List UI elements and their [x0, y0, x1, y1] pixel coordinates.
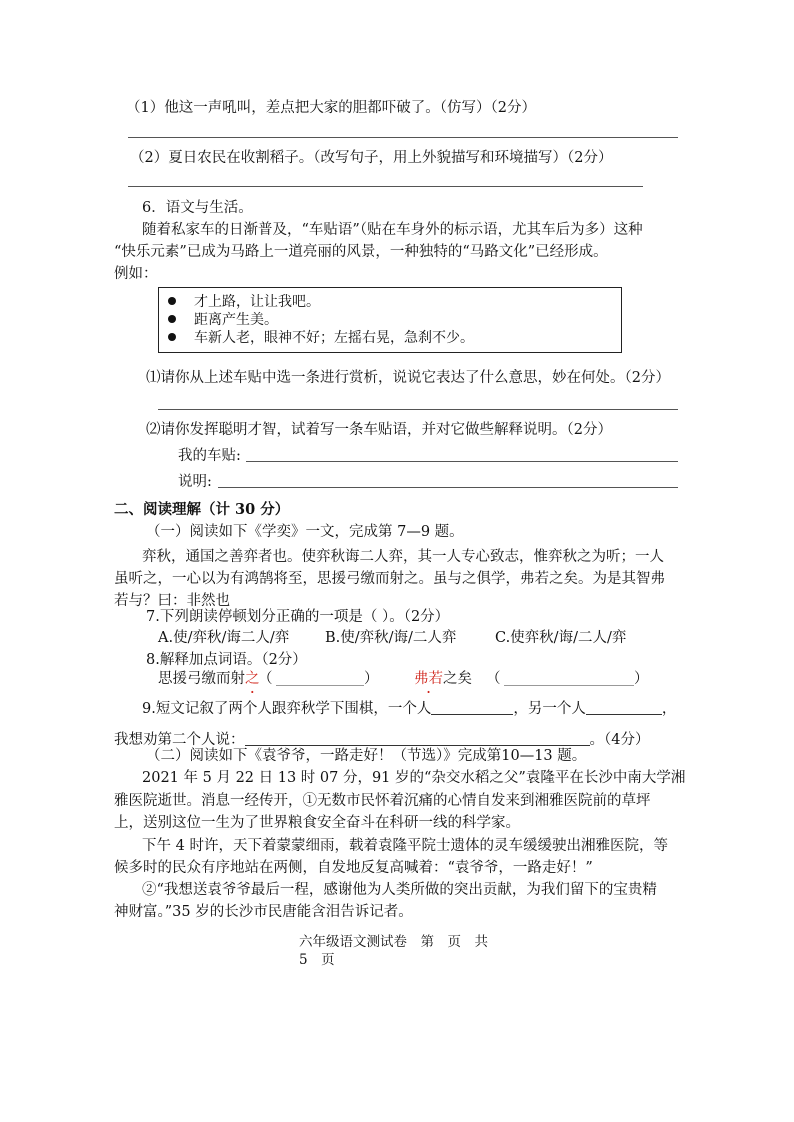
q9-blank-2[interactable]	[586, 698, 662, 715]
q8-item1-blank[interactable]	[276, 685, 364, 686]
q8-item1-text: 思援弓缴而射之	[158, 671, 260, 687]
my-sticker-label: 我的车贴:	[178, 448, 241, 464]
reading1-instruction: （一）阅读如下《学奕》一文，完成第 7—9 题。	[146, 524, 464, 540]
answer-line[interactable]	[128, 137, 678, 138]
q9-blank-3[interactable]	[245, 729, 590, 746]
my-sticker-answer-line[interactable]	[246, 461, 678, 462]
news-text-line4: 下午 4 时许，天下着蒙蒙细雨，载着袁隆平院士遗体的灵车缓缓驶出湘雅医院，等	[142, 838, 668, 854]
q8-item1-paren-close: ）	[364, 671, 379, 687]
classical-text-line3: 若与？曰：非然也	[114, 593, 230, 609]
q8-item2-paren-close: ）	[634, 671, 649, 687]
news-text-line7: 神财富。”35 岁的长沙市民唐能含泪告诉记者。	[114, 904, 413, 920]
reading2-instruction: （二）阅读如下《袁爷爷，一路走好！（节选）》完成第10—13 题。	[146, 748, 587, 764]
q6-1-prompt: ⑴请你从上述车贴中选一条进行赏析，说说它表达了什么意思，妙在何处。（2分）	[146, 370, 670, 386]
q7-option-c[interactable]: C.使弈秋/诲/二人/弈	[495, 630, 627, 646]
section2-heading: 二、阅读理解（计 30 分）	[114, 501, 290, 518]
q9-line1: 9.短文记叙了两个人跟弈秋学下围棋，一个人 ，另一个人 ，	[142, 698, 676, 719]
q8-item2-paren-open: （	[486, 671, 501, 687]
footer-total-pages: 5 页	[299, 952, 335, 968]
news-text-line6: ②“我想送袁爷爷最后一程，感谢他为人类所做的突出贡献，为我们留下的宝贵精	[142, 882, 657, 898]
q8-item2-blank[interactable]	[504, 685, 634, 686]
news-text-line2: 雅医院逝世。消息一经传开，①无数市民怀着沉痛的心情自发来到湘雅医院前的草坪	[114, 793, 651, 809]
sticker-item: 距离产生美。	[168, 311, 278, 329]
explain-label: 说明:	[178, 474, 212, 490]
q6-title: 6．语文与生活。	[142, 200, 253, 216]
q6-intro-line2: “快乐元素”已成为马路上一道亮丽的风景，一种独特的“马路文化”已经形成。	[114, 244, 608, 260]
q8-item2-text: 弗若之矣	[414, 671, 472, 687]
dotted-word: 弗若	[414, 671, 443, 687]
q7-option-a[interactable]: A.使/弈秋/诲二人/弈	[158, 630, 290, 646]
classical-text-line2: 虽听之，一心以为有鸿鹄将至，思援弓缴而射之。虽与之俱学，弗若之矣。为是其智弗	[114, 571, 665, 587]
footer-page-info: 六年级语文测试卷 第 页 共	[299, 934, 488, 950]
q6-intro-line1: 随着私家车的日渐普及，“车贴语”（贴在车身外的标示语，尤其车后为多）这种	[142, 222, 643, 238]
q7-prompt: 7.下列朗读停顿划分正确的一项是（ ）。（2分）	[146, 609, 450, 625]
news-text-line3: 上，送别这位一生为了世界粮食安全奋斗在科研一线的科学家。	[114, 815, 520, 831]
q9-line2: 我想劝第二个人说： 。（4分）	[114, 729, 649, 750]
bullet-icon	[168, 315, 176, 323]
q5-1-prompt: （1）他这一声吼叫，差点把大家的胆都吓破了。（仿写）（2分）	[126, 100, 536, 116]
bullet-icon	[168, 333, 176, 341]
q5-2-prompt: （2）夏日农民在收割稻子。（改写句子，用上外貌描写和环境描写）（2分）	[130, 150, 613, 166]
q7-option-b[interactable]: B.使/弈秋/诲/二人弈	[325, 630, 457, 646]
dotted-word: 之	[245, 671, 260, 687]
q9-blank-1[interactable]	[431, 698, 513, 715]
q6-2-prompt: ⑵请你发挥聪明才智，试着写一条车贴语，并对它做些解释说明。（2分）	[146, 422, 612, 438]
sticker-item: 车新人老，眼神不好；左摇右晃，急刹不少。	[168, 329, 474, 347]
explain-answer-line[interactable]	[218, 487, 678, 488]
q8-item1-paren-open: （	[258, 671, 273, 687]
q8-prompt: 8.解释加点词语。（2分）	[146, 652, 307, 668]
news-text-line1: 2021 年 5 月 22 日 13 时 07 分，91 岁的“杂交水稻之父”袁隆平在长沙中南大学湘	[142, 770, 686, 786]
answer-line[interactable]	[158, 409, 678, 410]
sticker-item: 才上路，让让我吧。	[168, 293, 320, 311]
answer-line[interactable]	[128, 186, 643, 187]
bullet-icon	[168, 297, 176, 305]
classical-text-line1: 弈秋，通国之善弈者也。使弈秋诲二人弈，其一人专心致志，惟弈秋之为听；一人	[142, 549, 664, 565]
q6-example-label: 例如：	[114, 266, 158, 282]
news-text-line5: 候多时的民众有序地站在两侧，自发地反复高喊着：“袁爷爷，一路走好！”	[114, 860, 593, 876]
